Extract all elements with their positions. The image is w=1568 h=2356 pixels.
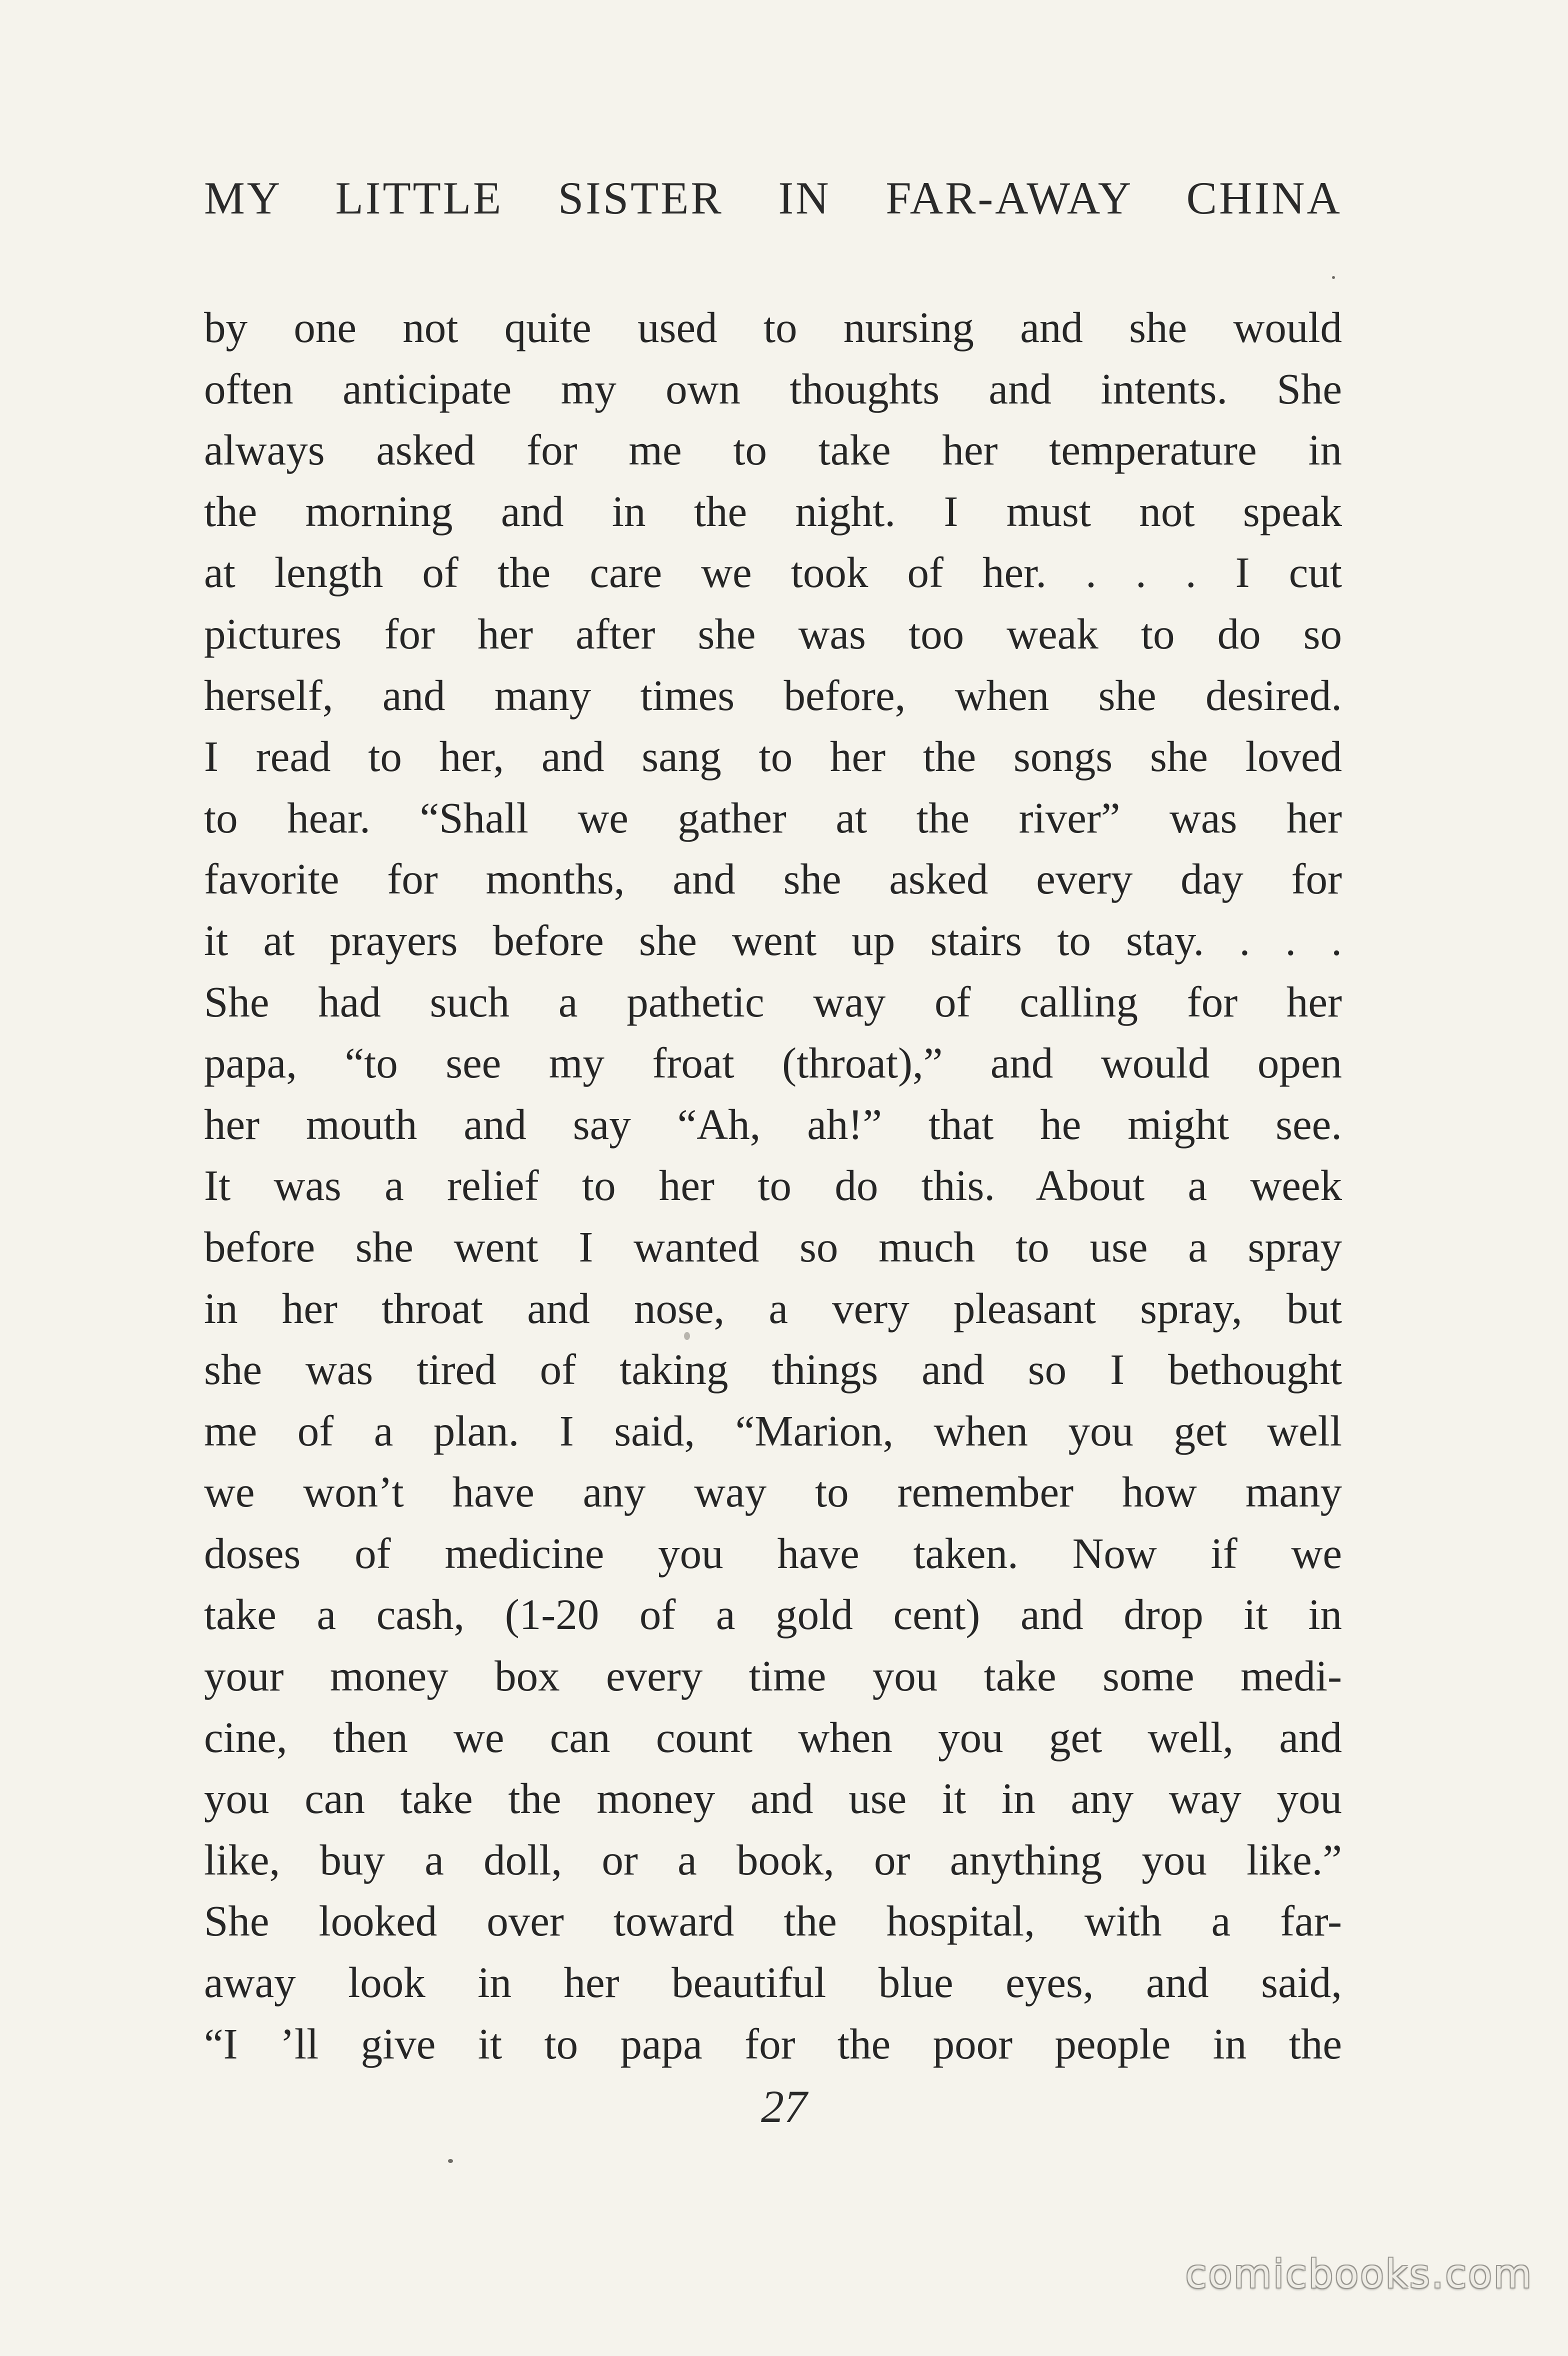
text-line: She had such a pathetic way of calling for her <box>204 977 1342 1026</box>
text-line: it at prayers before she went up stairs to stay. . . . <box>204 916 1342 964</box>
text-line: her mouth and say “Ah, ah!” that he might see. <box>204 1100 1342 1148</box>
text-line: at length of the care we took of her. . . . I cut <box>204 548 1342 597</box>
text-line: cine, then we can count when you get well, and <box>204 1712 1342 1762</box>
watermark: comicbooks.com <box>1185 2252 1533 2297</box>
text-line: always asked for me to take her temperature in <box>204 426 1342 474</box>
text-line: She looked over toward the hospital, with a far- <box>204 1896 1342 1946</box>
text-line: she was tired of taking things and so I bethought <box>204 1345 1342 1394</box>
text-line: away look in her beautiful blue eyes, and said, <box>204 1958 1342 2007</box>
text-line: by one not quite used to nursing and she would <box>204 303 1342 352</box>
text-line: herself, and many times before, when she desired. <box>204 670 1342 720</box>
text-line: pictures for her after she was too weak to do so <box>204 609 1342 658</box>
ink-speck <box>448 2159 453 2163</box>
page-number: 27 <box>761 2081 807 2132</box>
text-line: we won’t have any way to remember how many <box>204 1468 1342 1516</box>
text-line: like, buy a doll, or a book, or anything you like.” <box>204 1835 1342 1884</box>
text-line: before she went I wanted so much to use a spray <box>204 1222 1342 1271</box>
text-line: often anticipate my own thoughts and intents. She <box>204 364 1342 413</box>
running-head: MY LITTLE SISTER IN FAR-AWAY CHINA <box>204 172 1342 224</box>
text-line: I read to her, and sang to her the songs she loved <box>204 732 1342 781</box>
text-line: papa, “to see my froat (throat),” and would open <box>204 1038 1342 1088</box>
ink-speck <box>1332 276 1335 279</box>
text-line: take a cash, (1-20 of a gold cent) and drop it in <box>204 1590 1342 1639</box>
body-text <box>204 297 1342 2074</box>
text-line: your money box every time you take some medi- <box>204 1652 1342 1700</box>
text-line: “I ’ll give it to papa for the poor people in the <box>204 2019 1342 2068</box>
text-line: me of a plan. I said, “Marion, when you get well <box>204 1406 1342 1455</box>
text-line: you can take the money and use it in any way you <box>204 1774 1342 1823</box>
text-line: It was a relief to her to do this. About a week <box>204 1161 1342 1210</box>
text-line: favorite for months, and she asked every day for <box>204 854 1342 904</box>
text-line: the morning and in the night. I must not speak <box>204 486 1342 536</box>
text-line: doses of medicine you have taken. Now if we <box>204 1528 1342 1578</box>
text-line: to hear. “Shall we gather at the river” was her <box>204 793 1342 842</box>
text-line: in her throat and nose, a very pleasant spray, but <box>204 1284 1342 1332</box>
ink-speck <box>684 1332 690 1340</box>
